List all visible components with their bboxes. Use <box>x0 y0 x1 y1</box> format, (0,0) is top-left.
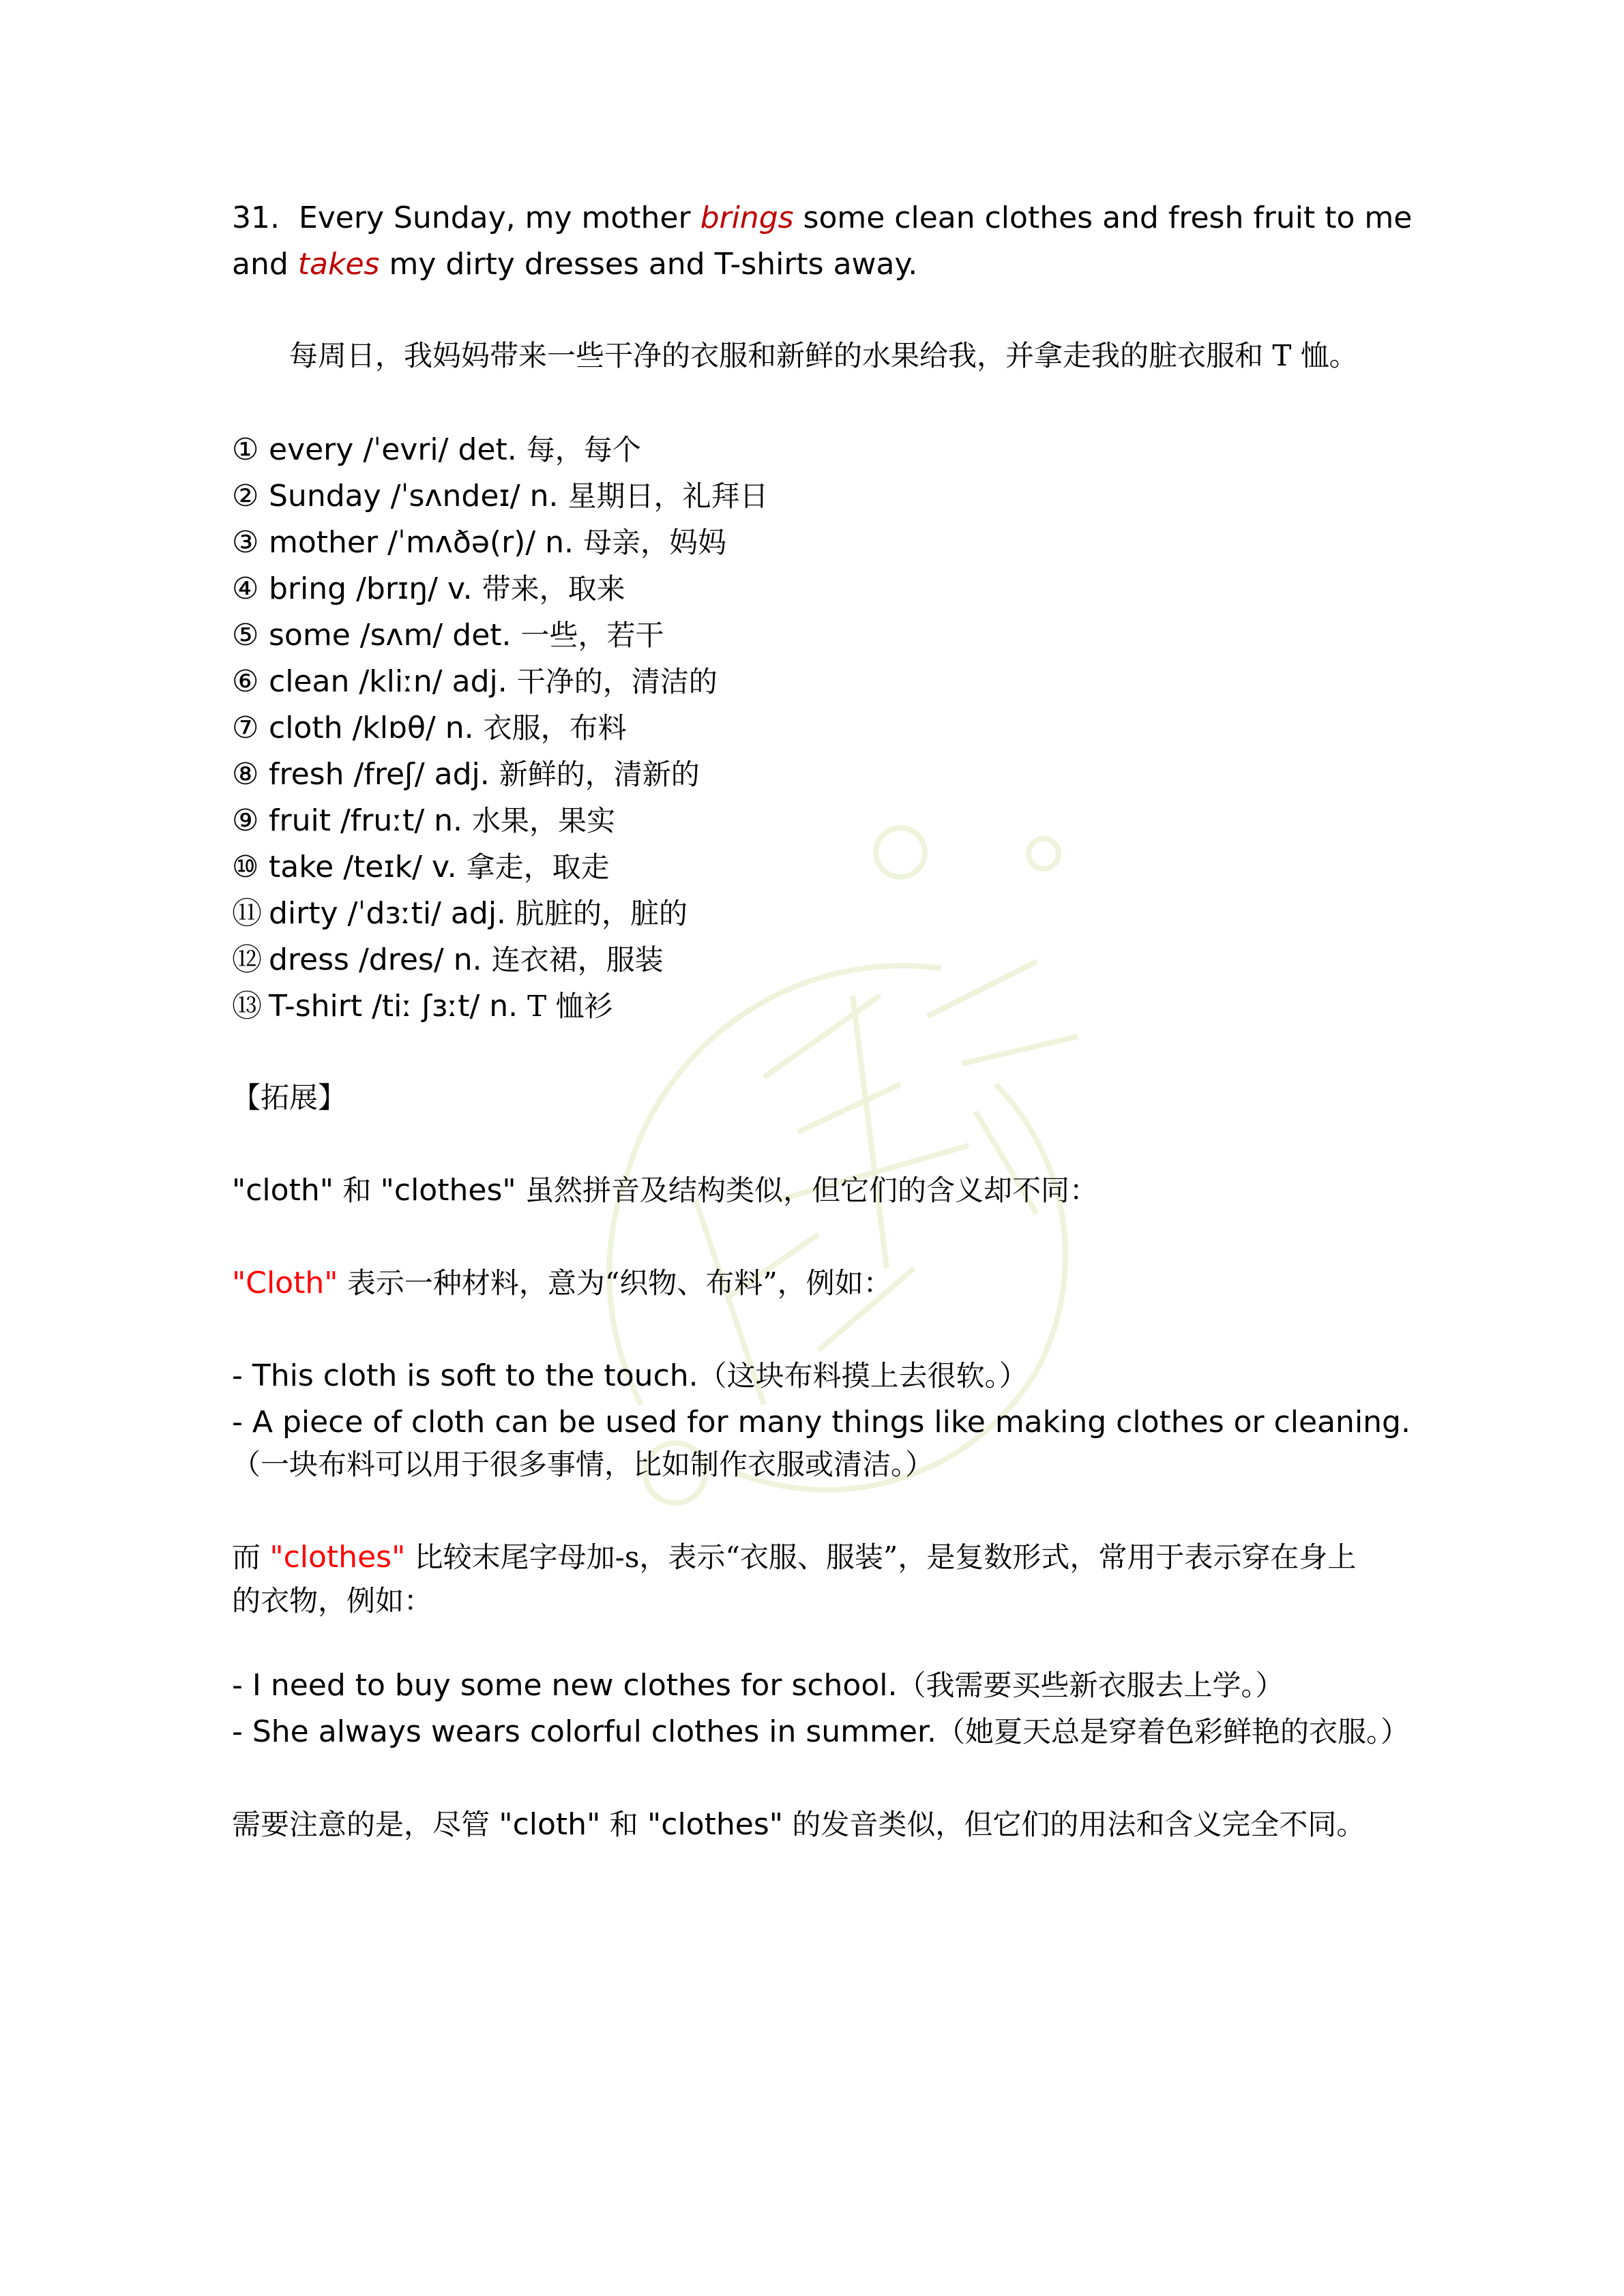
vocab-item: ⑪ dirty /ˈdɜːti/ adj. 肮脏的，脏的 <box>232 896 688 931</box>
note: 需要注意的是，尽管 "cloth" 和 "clothes" 的发音类似，但它们的用法和含义完全不同。 <box>232 1807 1365 1842</box>
vocab-pos: n. <box>489 989 518 1024</box>
highlighted-verb-takes: takes <box>297 247 380 282</box>
vocab-phonetic: /brɪŋ/ <box>356 571 438 606</box>
cloth-example: - This cloth is soft to the touch.（这块布料摸上去很软。） <box>232 1358 1028 1393</box>
cloth-example: - A piece of cloth can be used for many things like making clothes or cleaning. <box>232 1405 1411 1440</box>
sentence-text: some clean clothes and fresh fruit to me <box>793 200 1413 235</box>
vocab-word: cloth <box>269 711 343 745</box>
vocab-pos: v. <box>447 571 473 606</box>
vocab-phonetic: /sʌm/ <box>359 618 443 653</box>
vocab-word: some <box>269 618 351 653</box>
vocab-phonetic: /ˈdɜːti/ <box>347 896 441 931</box>
vocab-item: ③ mother /ˈmʌðə(r)/ n. 母亲，妈妈 <box>232 525 727 560</box>
vocab-item: ① every /ˈevri/ det. 每，每个 <box>232 432 641 467</box>
vocab-item: ⑫ dress /dres/ n. 连衣裙，服装 <box>232 942 664 977</box>
clothes-definition: 而 "clothes" 比较末尾字母加-s，表示“衣服、服装”，是复数形式，常用于表示穿在身上 <box>232 1540 1357 1575</box>
vocab-word: dress <box>269 942 349 977</box>
highlighted-word-clothes: "clothes" <box>269 1540 406 1575</box>
vocab-phonetic: /freʃ/ <box>353 757 425 792</box>
vocab-meaning: 每，每个 <box>526 433 641 466</box>
vocab-word: every <box>269 432 354 467</box>
sentence-line-2 <box>232 244 917 285</box>
cloth-definition: "Cloth" 表示一种材料，意为“织物、布料”，例如： <box>232 1266 892 1300</box>
vocab-word: mother <box>269 525 379 560</box>
vocab-phonetic: /teɪk/ <box>343 850 423 884</box>
vocab-meaning: 水果，果实 <box>472 804 616 837</box>
vocab-item: ⑬ T-shirt /tiː ʃɜːt/ n. T 恤衫 <box>232 989 613 1024</box>
vocab-word: bring <box>269 571 347 606</box>
vocab-word: clean <box>269 664 350 699</box>
sentence-text: my dirty dresses and T-shirts away. <box>379 247 918 282</box>
extension-intro: "cloth" 和 "clothes" 虽然拼音及结构类似，但它们的含义却不同： <box>232 1173 1098 1208</box>
vocab-pos: adj. <box>450 896 507 931</box>
vocab-word: fruit <box>269 803 331 838</box>
vocab-meaning: 干净的，清洁的 <box>516 665 718 698</box>
sentence-text: Every Sunday, my mother <box>298 200 700 235</box>
vocab-pos: n. <box>453 942 482 977</box>
vocab-phonetic: /ˈevri/ <box>363 432 449 467</box>
sentence-text: and <box>232 247 298 282</box>
vocab-pos: n. <box>445 711 474 745</box>
highlighted-word-cloth: "Cloth" <box>232 1266 338 1300</box>
vocab-phonetic: /dres/ <box>358 942 444 977</box>
vocab-item: ② Sunday /ˈsʌndeɪ/ n. 星期日，礼拜日 <box>232 479 769 513</box>
vocab-meaning: 拿走，取走 <box>466 850 610 884</box>
vocab-word: take <box>269 850 334 884</box>
vocab-meaning: 母亲，妈妈 <box>583 526 727 559</box>
vocab-meaning: 星期日，礼拜日 <box>567 479 769 513</box>
vocab-pos: n. <box>545 525 574 560</box>
cloth-example-translation: （一块布料可以用于很多事情，比如制作衣服或清洁。） <box>232 1448 934 1481</box>
vocab-phonetic: /kliːn/ <box>359 664 443 699</box>
vocab-item: ⑤ some /sʌm/ det. 一些，若干 <box>232 618 664 653</box>
clothes-example: - I need to buy some new clothes for school.（我需要买些新衣服去上学。） <box>232 1668 1284 1703</box>
vocab-item: ⑧ fresh /freʃ/ adj. 新鲜的，清新的 <box>232 757 700 792</box>
vocab-pos: adj. <box>434 757 490 792</box>
vocab-item: ⑨ fruit /fruːt/ n. 水果，果实 <box>232 803 616 838</box>
vocab-pos: det. <box>452 618 512 653</box>
vocab-pos: v. <box>432 850 457 884</box>
sentence-number: 31. <box>232 200 280 235</box>
vocab-phonetic: /tiː ʃɜːt/ <box>372 989 480 1024</box>
clothes-example: - She always wears colorful clothes in summer.（她夏天总是穿着色彩鲜艳的衣服。） <box>232 1714 1409 1749</box>
vocab-phonetic: /ˈmʌðə(r)/ <box>387 525 536 560</box>
vocab-meaning: 肮脏的，脏的 <box>516 897 688 930</box>
clothes-definition-cont: 的衣物，例如： <box>232 1584 433 1617</box>
vocab-meaning: T 恤衫 <box>527 989 613 1023</box>
vocab-phonetic: /klɒθ/ <box>352 711 436 745</box>
highlighted-verb-brings: brings <box>700 200 794 235</box>
vocab-item: ④ bring /brɪŋ/ v. 带来，取来 <box>232 571 625 606</box>
vocab-pos: det. <box>458 432 517 467</box>
vocab-pos: adj. <box>452 664 507 699</box>
vocab-item: ⑥ clean /kliːn/ adj. 干净的，清洁的 <box>232 664 718 699</box>
vocab-meaning: 新鲜的，清新的 <box>499 758 700 791</box>
vocab-pos: n. <box>434 803 463 838</box>
vocab-meaning: 衣服，布料 <box>483 711 627 745</box>
extension-heading: 【拓展】 <box>232 1081 347 1114</box>
vocab-word: T-shirt <box>269 989 363 1024</box>
vocab-word: fresh <box>269 757 344 792</box>
vocab-meaning: 连衣裙，服装 <box>491 943 664 976</box>
vocab-word: Sunday <box>269 479 381 513</box>
vocab-word: dirty <box>269 896 338 931</box>
vocab-meaning: 带来，取来 <box>482 572 625 606</box>
vocab-phonetic: /ˈsʌndeɪ/ <box>390 479 520 513</box>
vocab-item: ⑦ cloth /klɒθ/ n. 衣服，布料 <box>232 711 627 745</box>
vocab-phonetic: /fruːt/ <box>340 803 425 838</box>
vocab-item: ⑩ take /teɪk/ v. 拿走，取走 <box>232 850 610 884</box>
vocab-pos: n. <box>529 479 559 513</box>
sentence-line-1 <box>232 198 1412 239</box>
vocab-meaning: 一些，若干 <box>520 618 664 652</box>
sentence-translation: 每周日，我妈妈带来一些干净的衣服和新鲜的水果给我，并拿走我的脏衣服和 T 恤。 <box>289 339 1358 372</box>
